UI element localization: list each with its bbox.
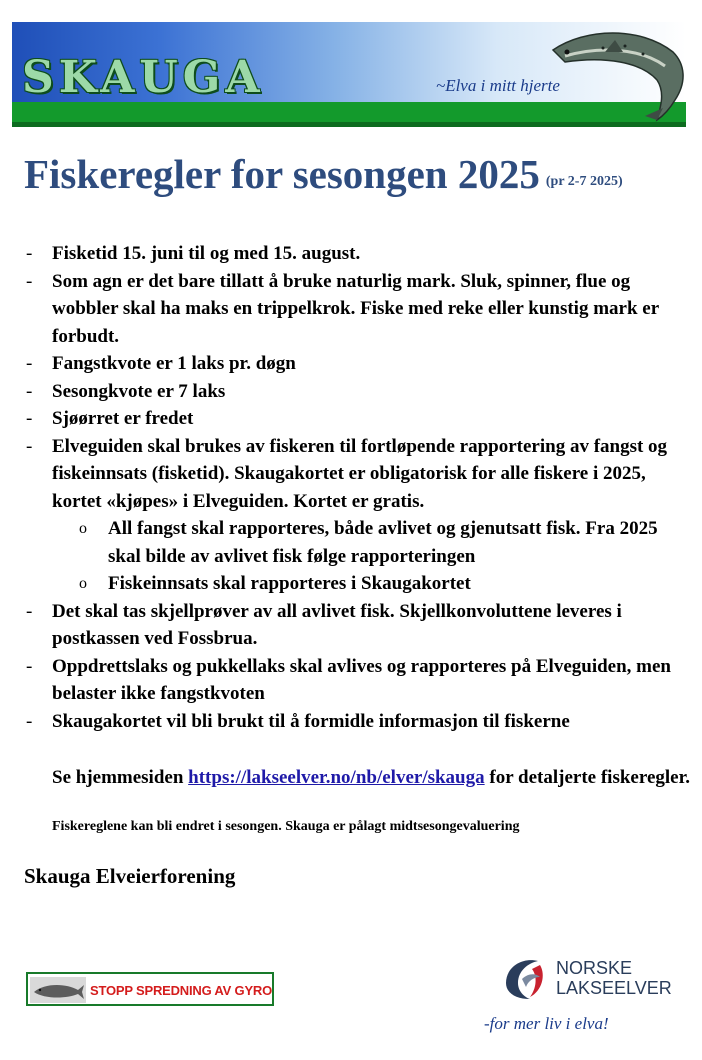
rule-item xyxy=(24,378,694,406)
banner-tagline: ~Elva i mitt hjerte xyxy=(436,76,560,95)
salmon-swirl-icon xyxy=(500,953,548,1001)
rule-text: Det skal tas skjellprøver av all avlivet fisk. Skjellkonvoluttene leveres i postkassen ved Fossbrua. xyxy=(52,600,622,649)
rule-item xyxy=(24,405,694,433)
nl-line-1: NORSKE xyxy=(556,958,633,978)
norske-lakseelver-logo xyxy=(500,953,670,1003)
brand-logo-text: SKAUGA xyxy=(22,52,265,103)
rule-text: Sjøørret er fredet xyxy=(52,408,194,429)
gyro-badge xyxy=(26,972,274,1006)
dash-marker: - xyxy=(26,270,33,292)
norske-lakseelver-text xyxy=(556,958,672,998)
rule-item xyxy=(24,598,694,653)
circle-bullet: o xyxy=(79,575,87,592)
nl-line-2: LAKSEELVER xyxy=(556,978,672,998)
sub-rule-text: Fiskeinnsats skal rapporteres i Skaugakortet xyxy=(108,573,471,594)
dash-marker: - xyxy=(26,600,33,622)
page-title xyxy=(24,150,623,198)
rule-item xyxy=(24,240,694,268)
dash-marker: - xyxy=(26,243,33,264)
note-text-after: for detaljerte fiskeregler. xyxy=(484,767,691,788)
dash-marker: - xyxy=(26,353,33,374)
rule-text: Oppdrettslaks og pukkellaks skal avlives og rapporteres på Elveguiden, men belaster ikke fangstkvoten xyxy=(52,655,672,704)
title-main: Fiskeregler for sesongen 2025 xyxy=(24,151,540,197)
fish-photo-icon xyxy=(30,977,86,1003)
footer-slogan: -for mer liv i elva! xyxy=(484,1014,609,1033)
rule-item xyxy=(24,708,694,736)
rule-item xyxy=(24,433,694,516)
title-date: (pr 2-7 2025) xyxy=(545,174,623,189)
rule-text: Elveguiden skal brukes av fiskeren til fortløpende rapportering av fangst og fiskeinnsats (fisketid). Skaugakortet er obligatorisk for alle fiskere i 2025, kortet «kjøpes» i Elveguiden. Kortet er gratis. xyxy=(52,435,668,512)
change-notice: Fiskereglene kan bli endret i sesongen. Skauga er pålagt midtsesongevaluering xyxy=(52,819,520,834)
rule-text: Skaugakortet vil bli brukt til å formidle informasjon til fiskerne xyxy=(52,710,570,732)
sub-rule-item xyxy=(24,570,694,598)
sub-rule-text: All fangst skal rapporteres, både avlivet og gjenutsatt fisk. Fra 2025 skal bilde av avlivet fisk følge rapporteringen xyxy=(108,518,658,567)
banner-dark-line xyxy=(12,122,686,127)
website-note xyxy=(52,766,692,789)
header-banner xyxy=(12,22,686,127)
rule-text: Som agn er det bare tillatt å bruke naturlig mark. Sluk, spinner, flue og wobbler skal ha maks en trippelkrok. Fiske med reke eller kunstig mark er forbudt. xyxy=(52,270,659,347)
dash-marker: - xyxy=(26,380,33,402)
rule-item xyxy=(24,268,694,351)
organization-name: Skauga Elveierforening xyxy=(24,864,236,888)
website-link[interactable]: https://lakseelver.no/nb/elver/skauga xyxy=(188,767,485,788)
rule-text: Sesongkvote er 7 laks xyxy=(52,380,226,402)
salmon-icon xyxy=(545,22,695,122)
note-text-before: Se hjemmesiden xyxy=(52,767,189,788)
dash-marker: - xyxy=(26,408,33,429)
gyro-text: STOPP SPREDNING AV GYRO xyxy=(90,983,273,998)
dash-marker: - xyxy=(26,655,33,677)
rule-item xyxy=(24,350,694,378)
rule-text: Fisketid 15. juni til og med 15. august. xyxy=(52,243,361,264)
dash-marker: - xyxy=(26,435,33,457)
rules-list xyxy=(24,240,694,735)
circle-bullet: o xyxy=(79,520,87,537)
dash-marker: - xyxy=(26,710,33,732)
rule-text: Fangstkvote er 1 laks pr. døgn xyxy=(52,353,296,374)
sub-rule-item xyxy=(24,515,694,570)
rule-item xyxy=(24,653,694,708)
